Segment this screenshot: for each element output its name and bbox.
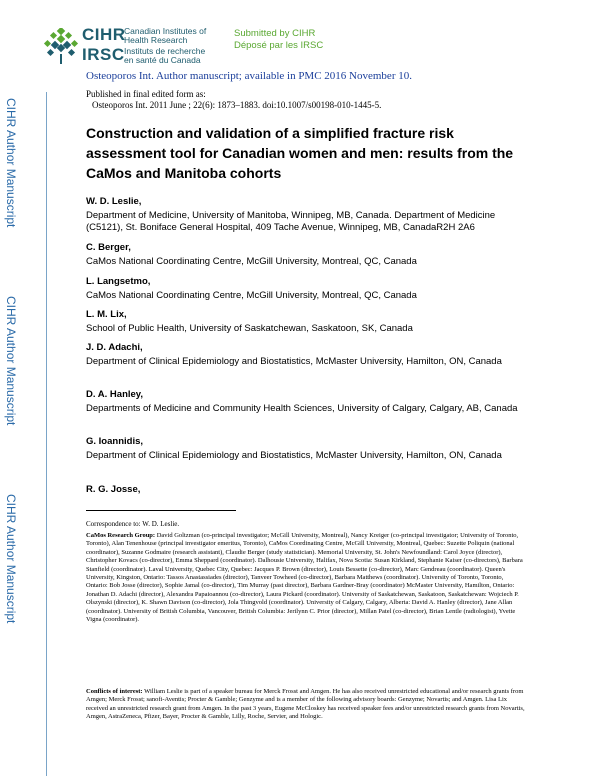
author-block — [86, 484, 526, 498]
author-affiliation: Department of Clinical Epidemiology and Biostatistics, McMaster University, Hamilton, ON, Canada — [86, 450, 502, 461]
author-name[interactable]: R. G. Josse, — [86, 484, 141, 495]
author-block — [86, 309, 526, 335]
footnote-rule — [86, 510, 236, 511]
org-name-line: en santé du Canada — [124, 55, 201, 65]
sidebar-label: CIHR Author Manuscript — [4, 494, 18, 624]
org-name-line: Health Research — [124, 35, 188, 45]
author-affiliation: Department of Clinical Epidemiology and Biostatistics, McMaster University, Hamilton, ON, Canada — [86, 356, 502, 367]
author-affiliation: Departments of Medicine and Community Health Sciences, University of Calgary, Calgary, AB, Canada — [86, 403, 518, 414]
manuscript-availability-link[interactable]: Osteoporos Int. Author manuscript; available in PMC 2016 November 10. — [86, 70, 412, 82]
coi-label: Conflicts of interest: — [86, 688, 143, 695]
conflicts-of-interest-note — [86, 688, 526, 722]
submitted-by-en: Submitted by CIHR — [234, 28, 316, 39]
sidebar-label: CIHR Author Manuscript — [4, 98, 18, 228]
sidebar-label: CIHR Author Manuscript — [4, 296, 18, 426]
cihr-logo — [42, 24, 222, 72]
maple-leaf-logo-icon — [42, 28, 80, 64]
author-affiliation: Department of Medicine, University of Manitoba, Winnipeg, MB, Canada. Department of Medicine (C5121), St. Boniface General Hospital, 409 Tache Avenue, Winnipeg, MB, CanadaR2H 2A6 — [86, 210, 496, 233]
author-name[interactable]: J. D. Adachi, — [86, 342, 143, 353]
author-block — [86, 242, 526, 268]
author-affiliation: CaMos National Coordinating Centre, McGill University, Montreal, QC, Canada — [86, 290, 417, 301]
camos-label: CaMos Research Group: — [86, 532, 156, 539]
author-block — [86, 276, 526, 302]
sidebar-divider — [46, 92, 47, 776]
author-name[interactable]: G. Ioannidis, — [86, 436, 144, 447]
correspondence-note: Correspondence to: W. D. Leslie. — [86, 520, 180, 528]
logo-acronym-fr: IRSC — [82, 45, 125, 64]
published-citation — [86, 89, 381, 111]
published-label: Published in final edited form as: — [86, 89, 206, 99]
author-name[interactable]: L. Langsetmo, — [86, 276, 151, 287]
author-block — [86, 342, 526, 368]
author-name[interactable]: D. A. Hanley, — [86, 389, 144, 400]
citation-text: Osteoporos Int. 2011 June ; 22(6): 1873–1883. doi:10.1007/s00198-010-1445-5. — [92, 100, 382, 110]
camos-text: David Goltzman (co-principal investigator; McGill University, Montreal), Nancy Kreiger (co-principal investigator; University of Toronto, Toronto), Alan Tenenhouse (principal investigator emeritus, Toronto), CaMos Coordinating Centre, McGill University, Montreal, Quebec: Suzette Poliquin (national coordinator), Suzanne Godmaire (research assistant), Claudie Berger (study statistician). Memorial University, St. John's Newfoundland: Carol Joyce (director), Christopher Kovacs (co-director), Emma Sheppard (coordinator). Dalhousie University, Halifax, Nova Scotia: Susan Kirkland, Stephanie Kaiser (co-directors), Barbara Stanfield (coordinator). Laval University, Quebec City, Quebec: Jacques P. Brown (director), Louis Bessette (co-director), Marc Gendreau (coordinator). Queen's University, Kingston, Ontario: Tassos Anastassiades (director), Tanveer Towheed (co-director), Barbara Matthews (coordinator). University of Toronto, Toronto, Ontario: Bob Josse (director), Sophie Jamal (co-director), Tim Murray (past director), Barbara Gardner-Bray (coordinator) McMaster University, Hamilton, Ontario: Jonathan D. Adachi (director), Alexandra Papaioannou (co-director), Laura Pickard (coordinator). University of Saskatchewan, Saskatoon, Saskatchewan: Wojciech P. Olszynski (director), K. Shawn Davison (co-director), Jola Thingvold (coordinator). University of Calgary, Calgary, Alberta: David A. Hanley (director), Jane Allan (coordinator). University of British Columbia, Vancouver, British Columbia: Jerilynn C. Prior (director), Millan Patel (co-director), Brian Lentle (radiologist), Yvette Vigna (coordinator). — [86, 532, 523, 624]
author-name[interactable]: C. Berger, — [86, 242, 131, 253]
camos-research-group-note — [86, 532, 526, 624]
author-affiliation: School of Public Health, University of Saskatchewan, Saskatoon, SK, Canada — [86, 323, 413, 334]
author-block — [86, 389, 526, 415]
coi-text: William Leslie is part of a speaker bureau for Merck Frosst and Amgen. He has also received unrestricted educational and/or research grants from Amgen; Merck Frosst; sanofi-Aventis; Procter & Gamble; Genzyme and is a member of the following advisory boards: Genzyme; Novartis; and Amgen. Lisa Lix received an unrestricted research grant from Amgen. In the past 3 years, Eugene McCloskey has received speaker fees and/or unrestricted research grants from Novartis, Amgen, AstraZeneca, Pfizer, Bayer, Procter & Gamble, Lilly, Roche, Servier, and Hologic. — [86, 688, 525, 721]
author-block — [86, 196, 526, 234]
article-title: Construction and validation of a simplified fracture risk assessment tool for Canadian women and men: results from the CaMos and Manitoba cohorts — [86, 125, 514, 181]
author-name[interactable]: L. M. Lix, — [86, 309, 127, 320]
org-name-line: Instituts de recherche — [124, 46, 206, 56]
author-affiliation: CaMos National Coordinating Centre, McGill University, Montreal, QC, Canada — [86, 256, 417, 267]
author-name[interactable]: W. D. Leslie, — [86, 196, 142, 207]
logo-acronym-en: CIHR — [82, 25, 126, 44]
submitted-by-fr: Déposé par les IRSC — [234, 40, 324, 51]
org-name-line: Canadian Institutes of — [124, 26, 207, 36]
author-block — [86, 436, 526, 462]
